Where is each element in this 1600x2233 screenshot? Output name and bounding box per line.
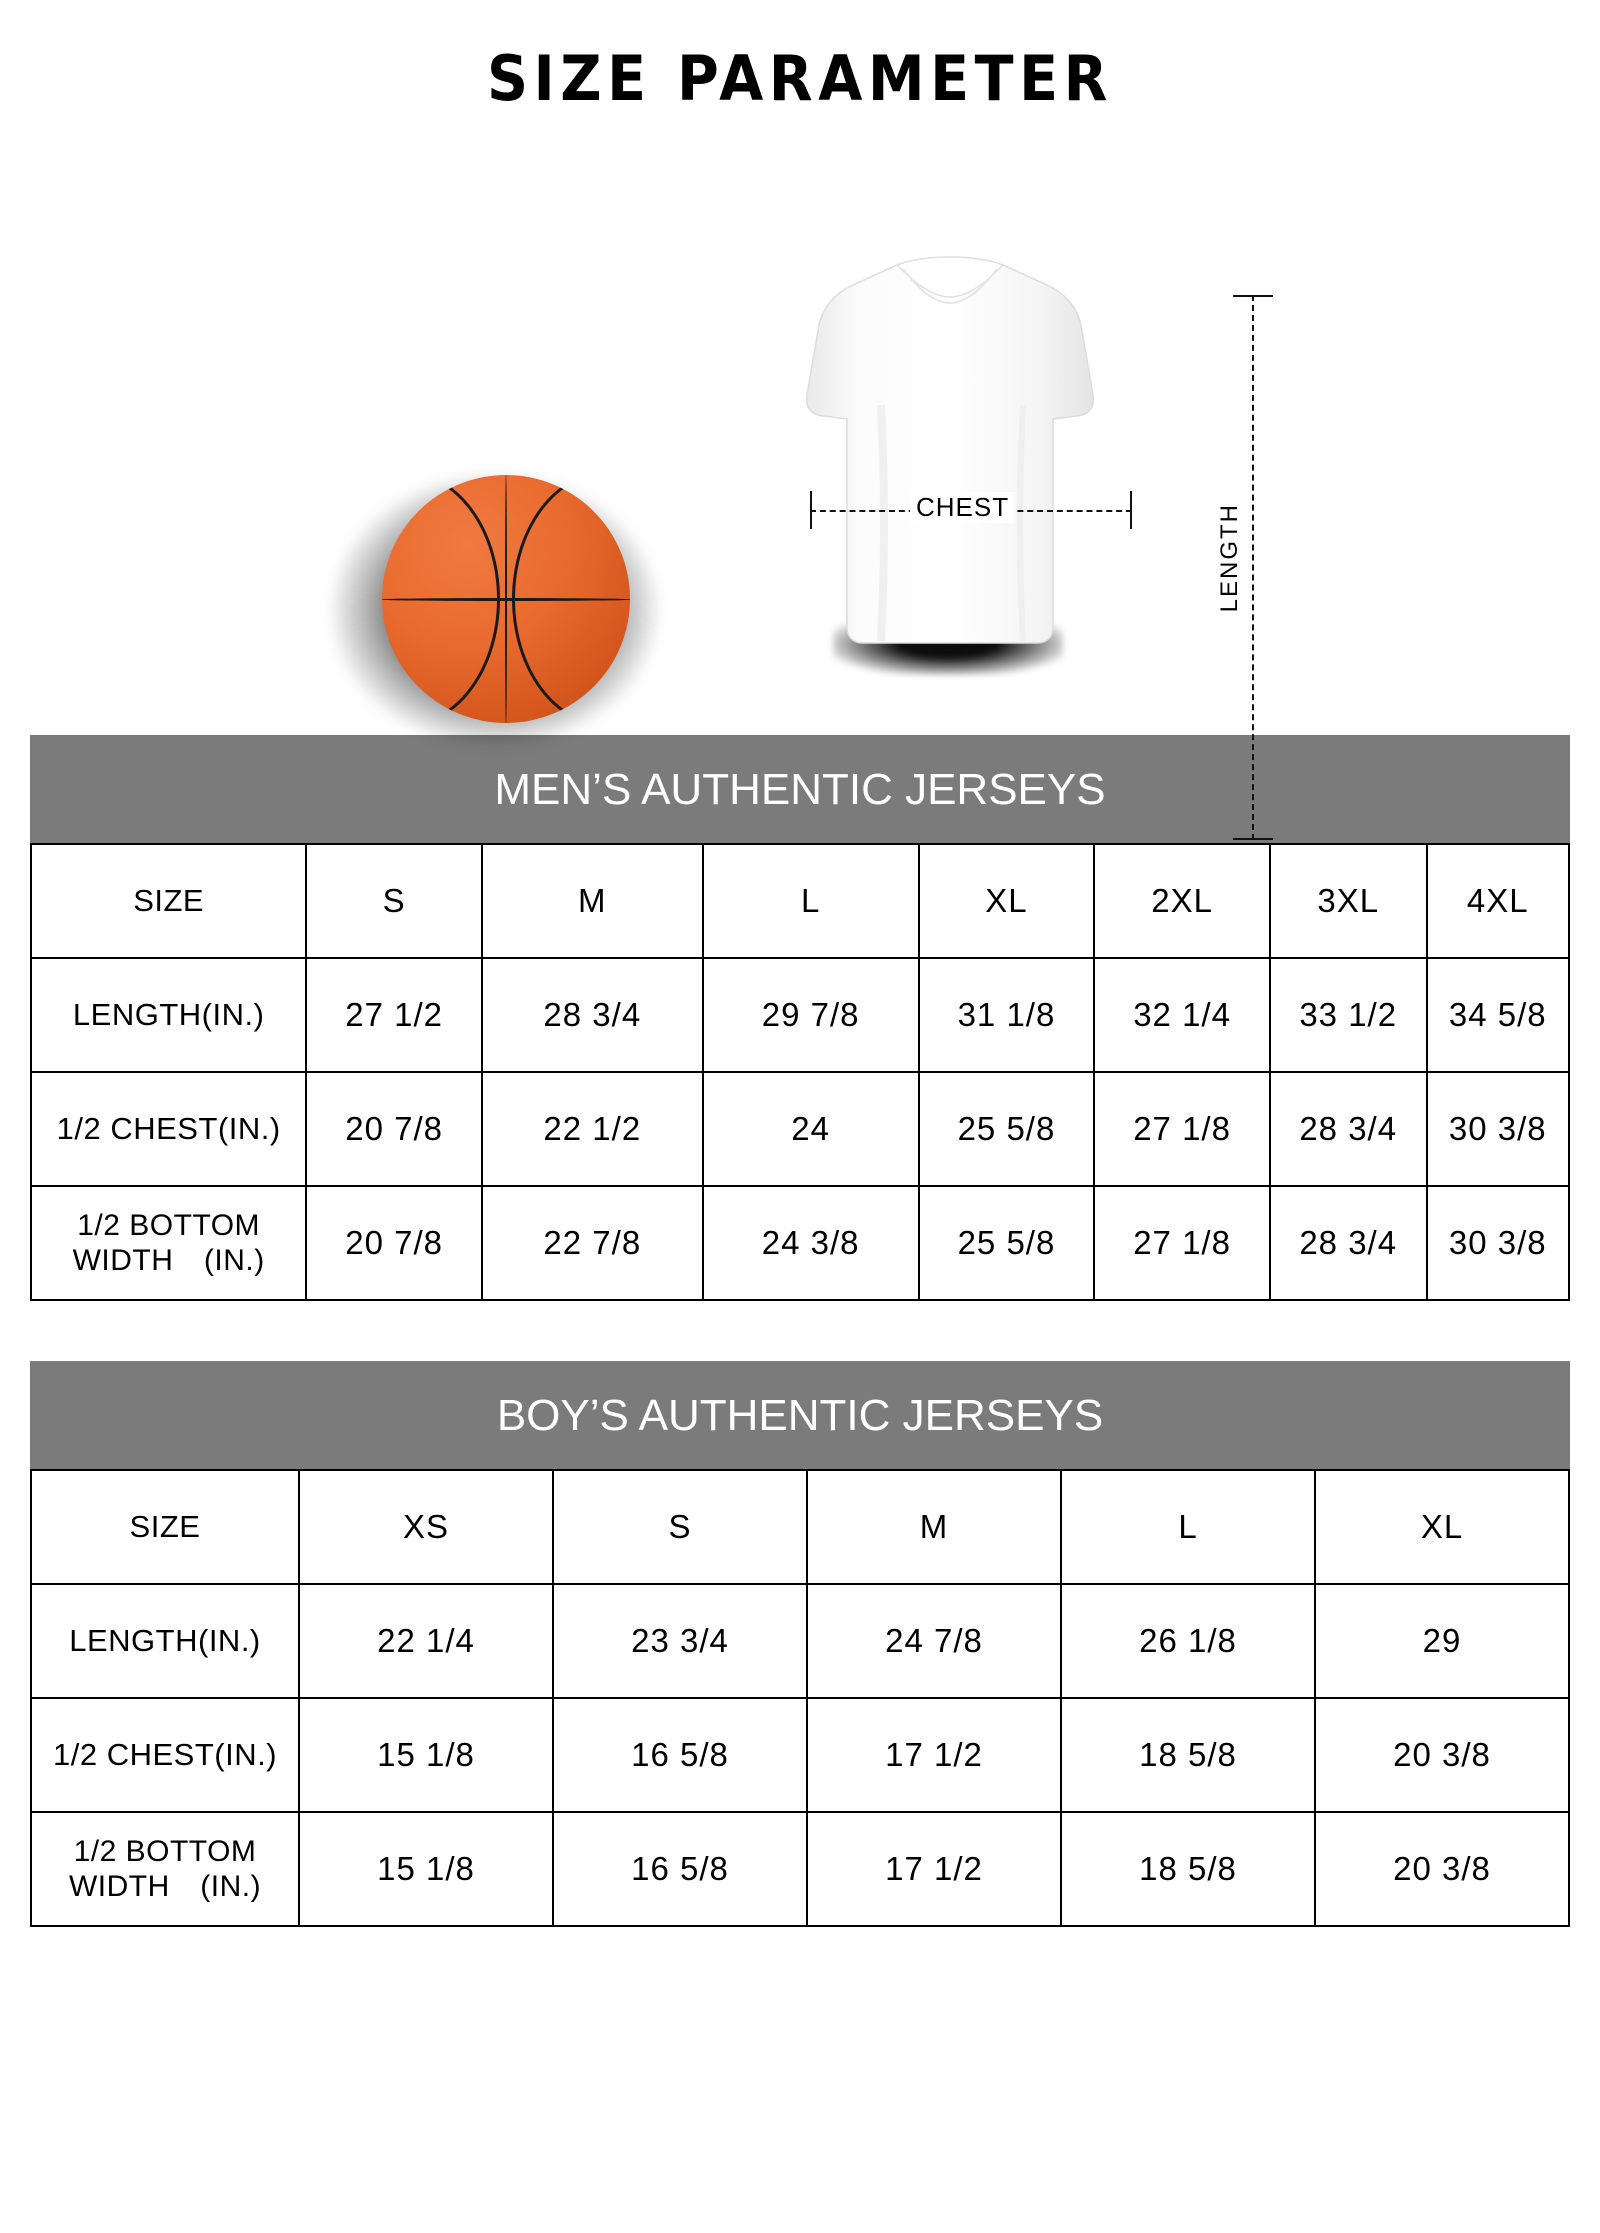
row-head-half-bottom-width: 1/2 BOTTOM WIDTH (IN.) [31, 1812, 299, 1926]
mens-size-table [30, 843, 1570, 1301]
table-row [31, 1186, 1569, 1300]
cell: 29 [1315, 1584, 1569, 1698]
row-head-half-chest: 1/2 CHEST(IN.) [31, 1698, 299, 1812]
row-head-length: LENGTH(IN.) [31, 958, 306, 1072]
cell: 30 3/8 [1427, 1186, 1569, 1300]
boys-size-table [30, 1469, 1570, 1927]
col-head-s: S [306, 844, 482, 958]
cell: 26 1/8 [1061, 1584, 1315, 1698]
col-head-l: L [1061, 1470, 1315, 1584]
basketball-icon [330, 455, 660, 755]
row-head-half-chest: 1/2 CHEST(IN.) [31, 1072, 306, 1186]
col-head-3xl: 3XL [1270, 844, 1427, 958]
cell: 28 3/4 [1270, 1072, 1427, 1186]
cell: 17 1/2 [807, 1698, 1061, 1812]
cell: 20 3/8 [1315, 1698, 1569, 1812]
cell: 31 1/8 [919, 958, 1095, 1072]
col-head-size: SIZE [31, 1470, 299, 1584]
basketball-seam-curve-right [512, 475, 630, 723]
jersey-illustration [785, 255, 1115, 675]
illustration-area [30, 115, 1570, 735]
basketball-body [382, 475, 630, 723]
table-row [31, 1072, 1569, 1186]
cell: 33 1/2 [1270, 958, 1427, 1072]
cell: 17 1/2 [807, 1812, 1061, 1926]
col-head-2xl: 2XL [1094, 844, 1270, 958]
basketball-seam-curve-left [382, 475, 500, 723]
boys-table-header: BOY’S AUTHENTIC JERSEYS [30, 1361, 1570, 1469]
length-label: LENGTH [1216, 495, 1244, 620]
col-head-m: M [482, 844, 703, 958]
cell: 27 1/8 [1094, 1072, 1270, 1186]
page-title: SIZE PARAMETER [486, 42, 1114, 115]
row-head-half-bottom-width: 1/2 BOTTOM WIDTH (IN.) [31, 1186, 306, 1300]
table-row [31, 1812, 1569, 1926]
length-cap-bottom [1233, 838, 1273, 840]
col-head-4xl: 4XL [1427, 844, 1569, 958]
col-head-size: SIZE [31, 844, 306, 958]
row-head-length: LENGTH(IN.) [31, 1584, 299, 1698]
table-row-header [31, 1470, 1569, 1584]
cell: 22 1/2 [482, 1072, 703, 1186]
cell: 28 3/4 [1270, 1186, 1427, 1300]
col-head-s: S [553, 1470, 807, 1584]
jersey-icon [785, 255, 1115, 675]
cell: 15 1/8 [299, 1812, 553, 1926]
cell: 30 3/8 [1427, 1072, 1569, 1186]
col-head-xl: XL [1315, 1470, 1569, 1584]
cell: 24 3/8 [703, 1186, 919, 1300]
cell: 23 3/4 [553, 1584, 807, 1698]
cell: 16 5/8 [553, 1698, 807, 1812]
cell: 18 5/8 [1061, 1698, 1315, 1812]
cell: 18 5/8 [1061, 1812, 1315, 1926]
cell: 27 1/8 [1094, 1186, 1270, 1300]
cell: 34 5/8 [1427, 958, 1569, 1072]
length-measure-line [1252, 295, 1254, 840]
chest-cap-right [1130, 491, 1132, 529]
cell: 15 1/8 [299, 1698, 553, 1812]
cell: 22 7/8 [482, 1186, 703, 1300]
cell: 20 7/8 [306, 1072, 482, 1186]
col-head-xs: XS [299, 1470, 553, 1584]
col-head-xl: XL [919, 844, 1095, 958]
cell: 22 1/4 [299, 1584, 553, 1698]
cell: 16 5/8 [553, 1812, 807, 1926]
cell: 25 5/8 [919, 1186, 1095, 1300]
chest-label: CHEST [910, 492, 1015, 523]
table-row [31, 958, 1569, 1072]
cell: 25 5/8 [919, 1072, 1095, 1186]
cell: 32 1/4 [1094, 958, 1270, 1072]
cell: 29 7/8 [703, 958, 919, 1072]
cell: 24 7/8 [807, 1584, 1061, 1698]
cell: 28 3/4 [482, 958, 703, 1072]
mens-table-header: MEN’S AUTHENTIC JERSEYS [30, 735, 1570, 843]
mens-table-block [30, 735, 1570, 1301]
cell: 24 [703, 1072, 919, 1186]
col-head-l: L [703, 844, 919, 958]
boys-table-block [30, 1361, 1570, 1927]
table-row [31, 1698, 1569, 1812]
table-row [31, 1584, 1569, 1698]
cell: 20 3/8 [1315, 1812, 1569, 1926]
col-head-m: M [807, 1470, 1061, 1584]
cell: 27 1/2 [306, 958, 482, 1072]
cell: 20 7/8 [306, 1186, 482, 1300]
table-row-header [31, 844, 1569, 958]
